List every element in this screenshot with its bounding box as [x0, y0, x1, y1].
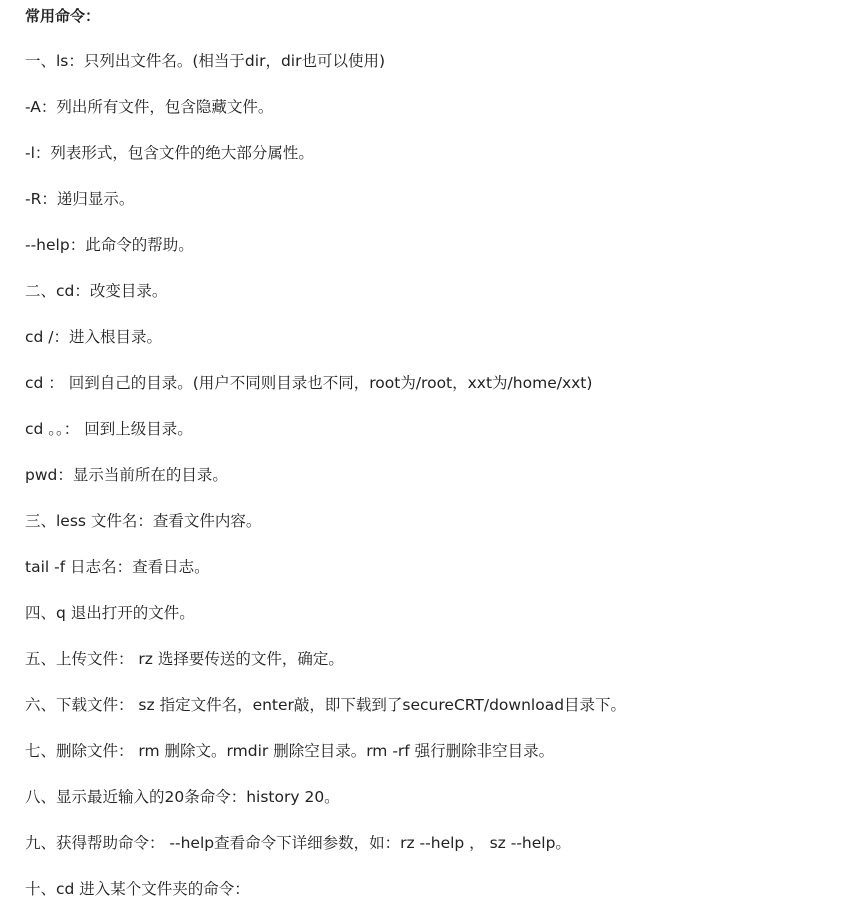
line-ls-help: --help：此命令的帮助。: [25, 236, 194, 254]
line-cd-home: cd ： 回到自己的目录。(用户不同则目录也不同，root为/root，xxt为/home/xxt): [25, 374, 593, 392]
line-cd-up: cd 。。： 回到上级目录。: [25, 420, 193, 438]
line-history: 八、显示最近输入的20条命令：history 20。: [25, 788, 340, 806]
line-download: 六、下载文件： sz 指定文件名，enter敲，即下载到了secureCRT/download目录下。: [25, 696, 627, 714]
line-help: 九、获得帮助命令： --help查看命令下详细参数，如：rz --help ， sz --help。: [25, 834, 571, 852]
line-ls-R: -R：递归显示。: [25, 190, 135, 208]
line-tail: tail -f 日志名：查看日志。: [25, 558, 210, 576]
document-title: 常用命令：: [25, 7, 101, 25]
line-ls: 一、ls：只列出文件名。(相当于dir，dir也可以使用): [25, 52, 386, 70]
line-quit: 四、q 退出打开的文件。: [25, 604, 195, 622]
line-ls-A: -A：列出所有文件，包含隐藏文件。: [25, 98, 274, 116]
line-ls-l: -l：列表形式，包含文件的绝大部分属性。: [25, 144, 314, 162]
line-cd-root: cd /：进入根目录。: [25, 328, 163, 346]
line-delete: 七、删除文件： rm 删除文。rmdir 删除空目录。rm -rf 强行删除非空目录。: [25, 742, 555, 760]
line-cd-folder: 十、cd 进入某个文件夹的命令：: [25, 880, 250, 898]
line-upload: 五、上传文件： rz 选择要传送的文件，确定。: [25, 650, 344, 668]
line-pwd: pwd：显示当前所在的目录。: [25, 466, 228, 484]
line-cd: 二、cd：改变目录。: [25, 282, 168, 300]
line-less: 三、less 文件名：查看文件内容。: [25, 512, 262, 530]
